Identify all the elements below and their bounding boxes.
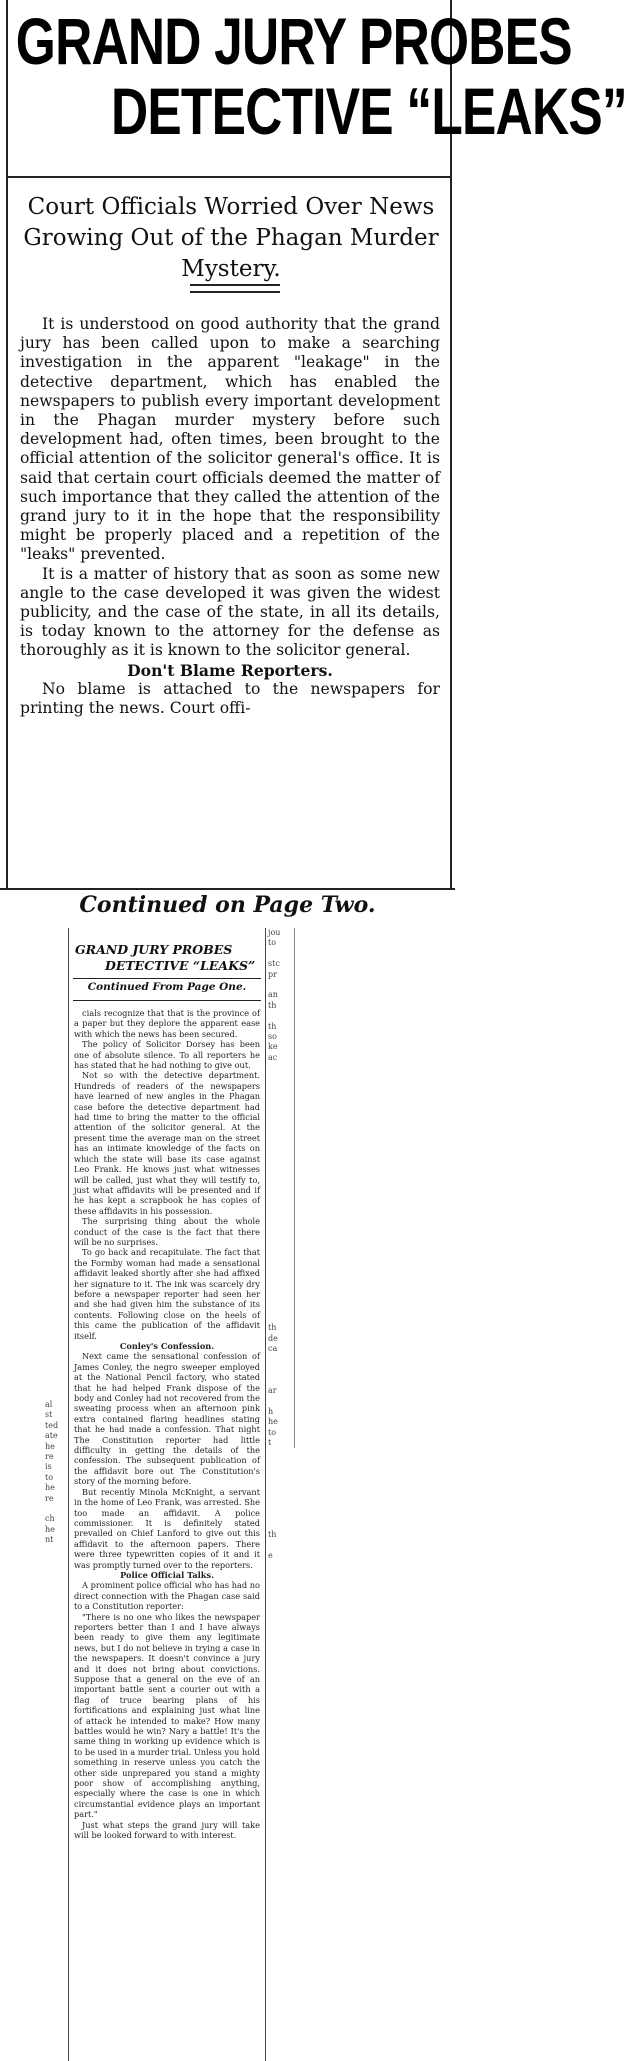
continuation-body	[74, 1008, 260, 1841]
paragraph: To go back and recapitulate. The fact that the Formby woman had made a sensational affidavit leaked shortly after she had affixed her signature to it. The ink was scarcely dry before a newspaper reporter had seen her and she had given him the substance of its contents. Following close on the heels of this came the publication of the affidavit itself.	[74, 1247, 260, 1341]
left-column-fragment: al st ted ate he re is to he re ch he nt	[45, 1400, 59, 1545]
section-subheading: Conley's Confession.	[119, 1341, 215, 1351]
continued-on-label: Continued on Page Two.	[79, 892, 376, 918]
paragraph: Next came the sensational confession of James Conley, the negro sweeper employed at the National Pencil factory, who stated that he had helped Frank dispose of the body and Conley had not recovered from the sweating process when an afternoon pink extra contained flaring headlines stating that he had made a confession. That night The Constitution reporter had little difficulty in getting the details of the confession. The subsequent publication of the affidavit bore out The Constitution's story of the morning before.	[74, 1351, 260, 1487]
continuation-rule-top	[73, 978, 261, 979]
paragraph: The policy of Solicitor Dorsey has been one of absolute silence. To all reporters he has stated that he had nothing to give out.	[74, 1039, 260, 1071]
paragraph: But recently Minola McKnight, a servant in the home of Leo Frank, was arrested. She too made an affidavit. A police commissioner. It is definitely stated prevailed on Chief Lanford to give out this affidavit to the afternoon papers. There were three typewritten copies of it and it was promptly turned over to the reporters.	[74, 1486, 260, 1570]
paragraph: No blame is attached to the newspapers for printing the news. Court offi-	[20, 679, 440, 718]
right-column-fragment: jou to stc pr an th th so ke ac th de ca ar h he to t	[268, 928, 295, 1448]
paragraph: Not so with the detective department. Hundreds of readers of the newspapers have learned of new angles in the Phagan case before the detective department had had time to bring the matter to the official attention of the solicitor general. At the present time the average man on the street has an intimate knowledge of the facts on which the state will base its case against Leo Frank. He knows just what witnesses will be called, just what they will testify to, just what affidavits will be presented and if he has kept a scrapbook he has copies of these affidavits in his possession.	[74, 1070, 260, 1216]
paragraph: "There is no one who likes the newspaper reporters better than I and I have always been ready to give them any legitimate news, but I do not believe in trying a case in the newspapers. It doesn't convince a jury and it does not bring about convictions. Suppose that a general on the eve of an important battle sent a courier out with a flag of truce bearing plans of his fortifications and explaining just what line of attack he intended to make? How many battles would he win? Nary a battle! It's the same thing in working up evidence which is to be used in a murder trial. Unless you hold something in reserve unless you catch the other side unprepared you stand a mighty poor show of accomplishing anything, especially where the case is one in which circumstantial evidence plays an important part."	[74, 1611, 260, 1820]
paragraph: It is a matter of history that as soon as some new angle to the case developed it was given the widest publicity, and the case of the state, in all its details, is today known to the attorney for the defense as thoroughly as it is known to the solicitor general.	[20, 564, 440, 660]
headline-line-1: GRAND JURY PROBES	[15, 4, 572, 78]
paragraph: cials recognize that that is the province of a paper but they deplore the apparent ease with which the news has been secured.	[74, 1008, 260, 1039]
continuation-rule-bottom	[73, 1000, 261, 1001]
article-body	[20, 315, 440, 718]
headline-rule	[8, 176, 450, 178]
continuation-clipping	[68, 928, 266, 2061]
front-page-article	[6, 0, 627, 888]
right-column-stub: th e	[268, 1530, 277, 1560]
decorative-rule-bottom	[190, 291, 280, 293]
continuation-headline-line-2: DETECTIVE “LEAKS”	[105, 958, 256, 973]
section-subheading: Police Official Talks.	[120, 1569, 214, 1580]
continuation-headline	[75, 942, 261, 974]
paragraph: The surprising thing about the whole conduct of the case is the fact that there will be no surprises.	[74, 1216, 260, 1247]
continued-from-label: Continued From Page One.	[87, 981, 247, 993]
continuation-headline-line-1: GRAND JURY PROBES	[75, 942, 233, 957]
decorative-rule-top	[190, 284, 280, 286]
section-subheading: Don't Blame Reporters.	[127, 660, 333, 680]
headline-line-2: DETECTIVE “LEAKS”	[110, 74, 627, 148]
paragraph: It is understood on good authority that the grand jury has been called upon to make a searching investigation in the apparent "leakage" in the detective department, which has enabled the newspapers to publish every important development in the Phagan murder mystery before such development had, often times, been brought to the official attention of the solicitor general's office. It is said that certain court officials deemed the matter of such importance that they called the attention of the grand jury to it in the hope that the responsibility might be properly placed and a repetition of the "leaks" prevented.	[20, 315, 440, 564]
subheadline: Court Officials Worried Over News Growing Out of the Phagan Murder Mystery.	[23, 194, 439, 282]
paragraph: A prominent police official who has had no direct connection with the Phagan case said to a Constitution reporter:	[74, 1580, 260, 1612]
paragraph: Just what steps the grand jury will take will be looked forward to with interest.	[74, 1819, 260, 1841]
